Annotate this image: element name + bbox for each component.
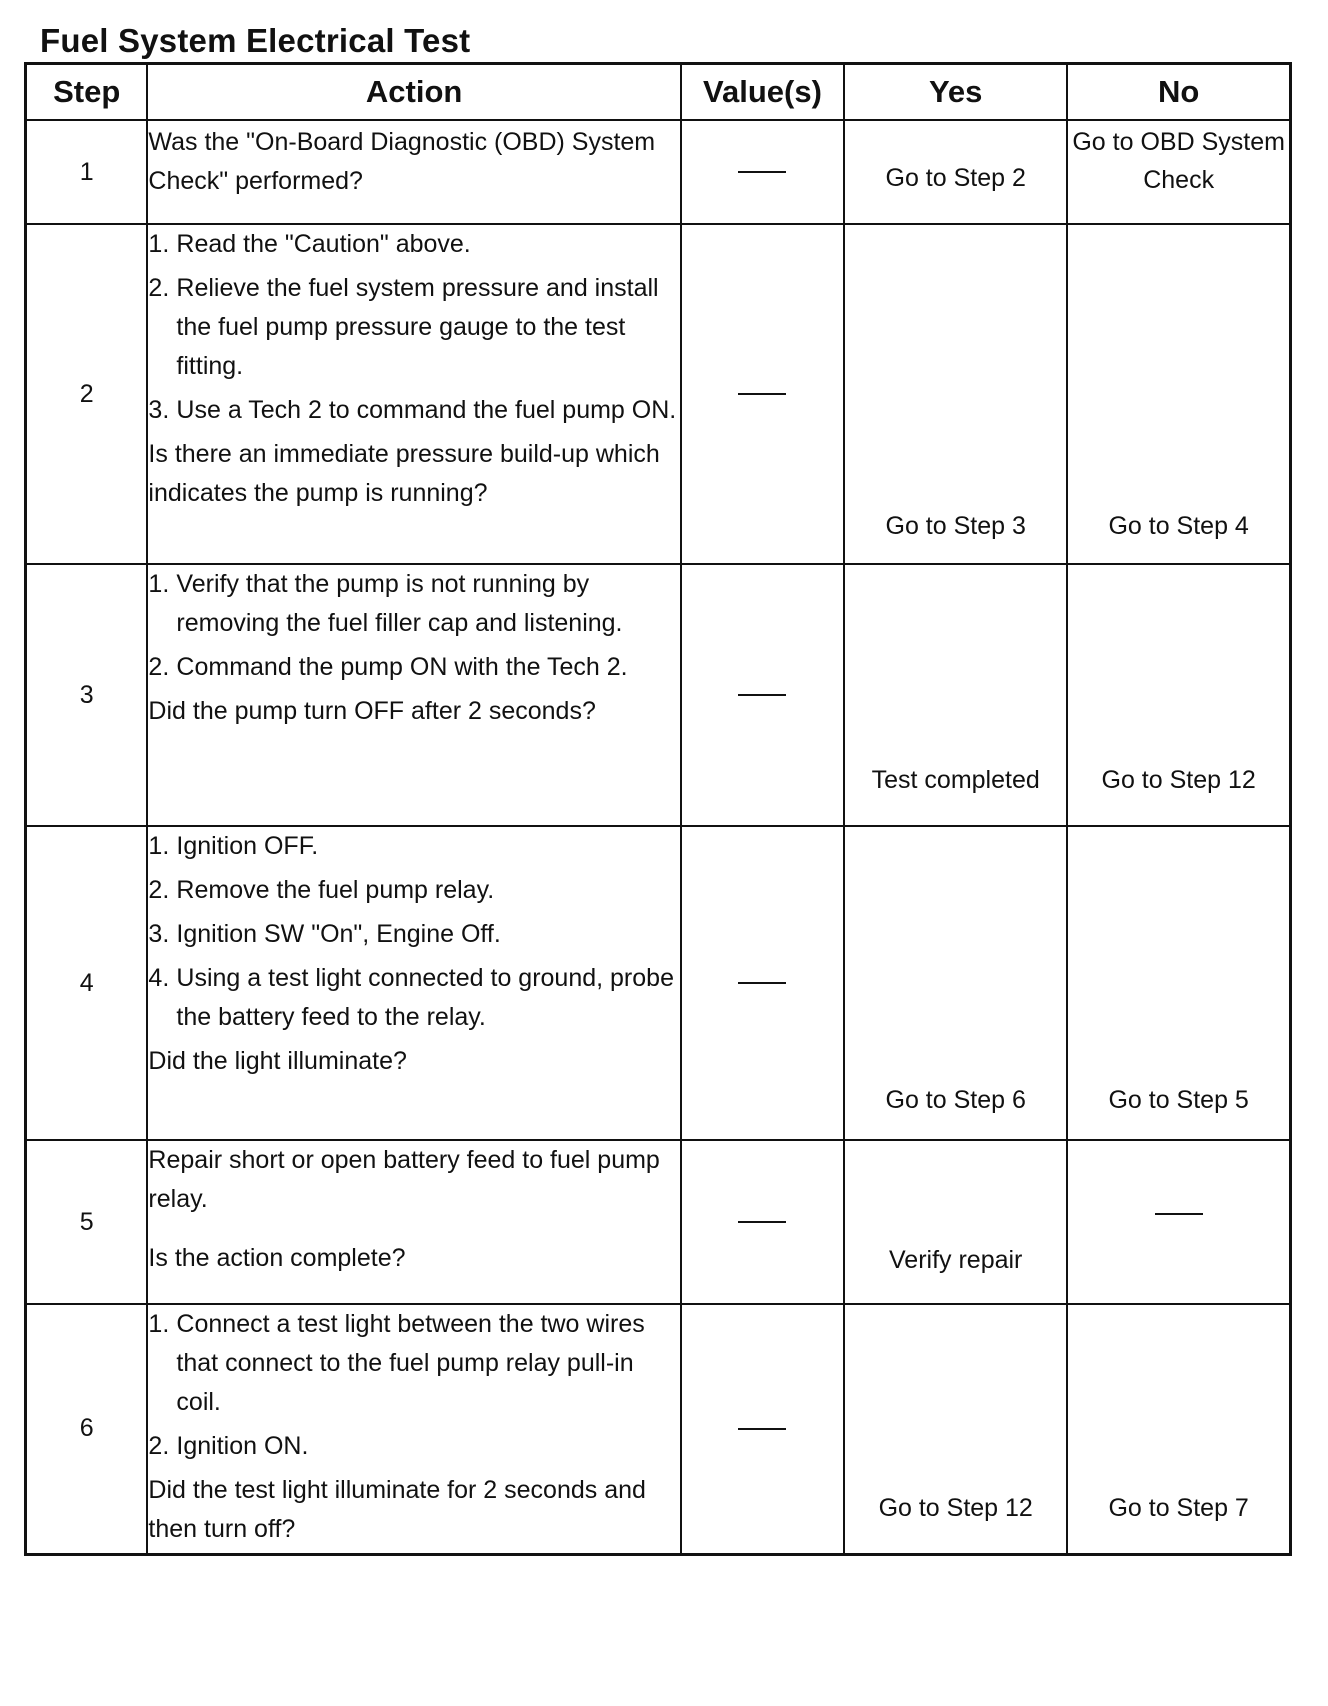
action-item: [148, 225, 679, 264]
action-item: [148, 1305, 679, 1422]
step-number: 5: [26, 1140, 148, 1304]
item-text: Remove the fuel pump relay.: [176, 876, 495, 904]
value-cell: [681, 224, 844, 564]
value-dash: [738, 694, 786, 696]
table-row: [26, 224, 1291, 564]
action-cell: [147, 564, 680, 826]
no-result: Go to Step 5: [1108, 1086, 1249, 1114]
item-text: Verify that the pump is not running by removing the fuel filler cap and listening.: [176, 570, 623, 637]
table-row: [26, 564, 1291, 826]
step-number: 3: [26, 564, 148, 826]
no-cell: [1067, 564, 1290, 826]
item-text: Ignition OFF.: [176, 832, 319, 860]
item-number: 1.: [148, 1310, 170, 1338]
item-number: 2.: [148, 876, 170, 904]
value-cell: [681, 120, 844, 224]
no-cell: [1067, 224, 1290, 564]
table-row: [26, 120, 1291, 224]
no-result: Go to OBD System Check: [1072, 128, 1285, 194]
table-row: [26, 826, 1291, 1140]
action-item: [148, 827, 679, 866]
yes-result: Go to Step 12: [878, 1493, 1033, 1522]
item-text: Command the pump ON with the Tech 2.: [176, 653, 628, 681]
header-values: Value(s): [681, 64, 844, 121]
no-dash: [1155, 1213, 1203, 1215]
yes-result: Test completed: [871, 766, 1040, 794]
value-cell: [681, 1140, 844, 1304]
yes-result: Go to Step 2: [885, 164, 1026, 193]
item-text: Ignition ON.: [176, 1432, 309, 1460]
value-dash: [738, 393, 786, 395]
action-item: [148, 391, 679, 430]
item-text: Use a Tech 2 to command the fuel pump ON.: [176, 396, 677, 424]
action-item: [148, 871, 679, 910]
no-result: [1068, 1193, 1289, 1231]
item-number: 2.: [148, 274, 170, 302]
action-item: [148, 1427, 679, 1466]
action-item: [148, 959, 679, 1037]
yes-cell: [844, 120, 1067, 224]
no-result: Go to Step 4: [1108, 512, 1249, 540]
yes-cell: [844, 826, 1067, 1140]
no-result: Go to Step 12: [1101, 766, 1256, 794]
value-cell: [681, 564, 844, 826]
value-dash: [738, 1221, 786, 1223]
value-dash: [738, 171, 786, 173]
action-cell: [147, 826, 680, 1140]
header-yes: Yes: [844, 64, 1067, 121]
step-number: 2: [26, 224, 148, 564]
yes-cell: [844, 224, 1067, 564]
action-item: [148, 269, 679, 386]
action-intro: Was the "On-Board Diagnostic (OBD) System Check" performed?: [148, 128, 656, 195]
item-text: Using a test light connected to ground, probe the battery feed to the relay.: [176, 964, 674, 1031]
action-cell: [147, 1140, 680, 1304]
action-item: [148, 915, 679, 954]
item-number: 2.: [148, 653, 170, 681]
item-number: 3.: [148, 396, 170, 424]
header-row: [26, 64, 1291, 121]
yes-cell: [844, 1304, 1067, 1554]
value-cell: [681, 1304, 844, 1554]
item-text: Relieve the fuel system pressure and install the fuel pump pressure gauge to the test fitting.: [176, 274, 659, 380]
table-row: [26, 1304, 1291, 1554]
yes-cell: [844, 1140, 1067, 1304]
table-row: [26, 1140, 1291, 1304]
action-question: Is the action complete?: [148, 1244, 406, 1272]
header-no: No: [1067, 64, 1290, 121]
item-number: 1.: [148, 230, 170, 258]
item-number: 4.: [148, 964, 170, 992]
item-text: Connect a test light between the two wires that connect to the fuel pump relay pull-in coil.: [176, 1310, 645, 1416]
action-cell: [147, 224, 680, 564]
action-intro: Repair short or open battery feed to fuel pump relay.: [148, 1146, 660, 1213]
step-number: 6: [26, 1304, 148, 1554]
step-number: 1: [26, 120, 148, 224]
no-cell: [1067, 1304, 1290, 1554]
header-action: Action: [147, 64, 680, 121]
no-cell: [1067, 826, 1290, 1140]
item-number: 2.: [148, 1432, 170, 1460]
item-number: 1.: [148, 570, 170, 598]
action-cell: [147, 1304, 680, 1554]
item-text: Read the "Caution" above.: [176, 230, 471, 258]
item-text: Ignition SW "On", Engine Off.: [176, 920, 501, 948]
no-cell: [1067, 120, 1290, 224]
no-result: Go to Step 7: [1108, 1493, 1249, 1522]
action-item: [148, 648, 679, 687]
yes-result: Verify repair: [889, 1246, 1023, 1274]
item-number: 1.: [148, 832, 170, 860]
header-step: Step: [26, 64, 148, 121]
yes-result: Go to Step 3: [885, 512, 1026, 540]
action-cell: [147, 120, 680, 224]
yes-result: Go to Step 6: [885, 1086, 1026, 1114]
yes-cell: [844, 564, 1067, 826]
action-question: Did the light illuminate?: [148, 1047, 407, 1075]
value-dash: [738, 982, 786, 984]
value-dash: [738, 1428, 786, 1430]
no-cell: [1067, 1140, 1290, 1304]
step-number: 4: [26, 826, 148, 1140]
value-cell: [681, 826, 844, 1140]
action-question: Did the test light illuminate for 2 seconds and then turn off?: [148, 1476, 646, 1543]
action-item: [148, 565, 679, 643]
action-question: Did the pump turn OFF after 2 seconds?: [148, 697, 596, 725]
diagnostic-table: [24, 62, 1292, 1556]
action-question: Is there an immediate pressure build-up which indicates the pump is running?: [148, 440, 660, 507]
item-number: 3.: [148, 920, 170, 948]
page-title: Fuel System Electrical Test: [40, 22, 471, 59]
